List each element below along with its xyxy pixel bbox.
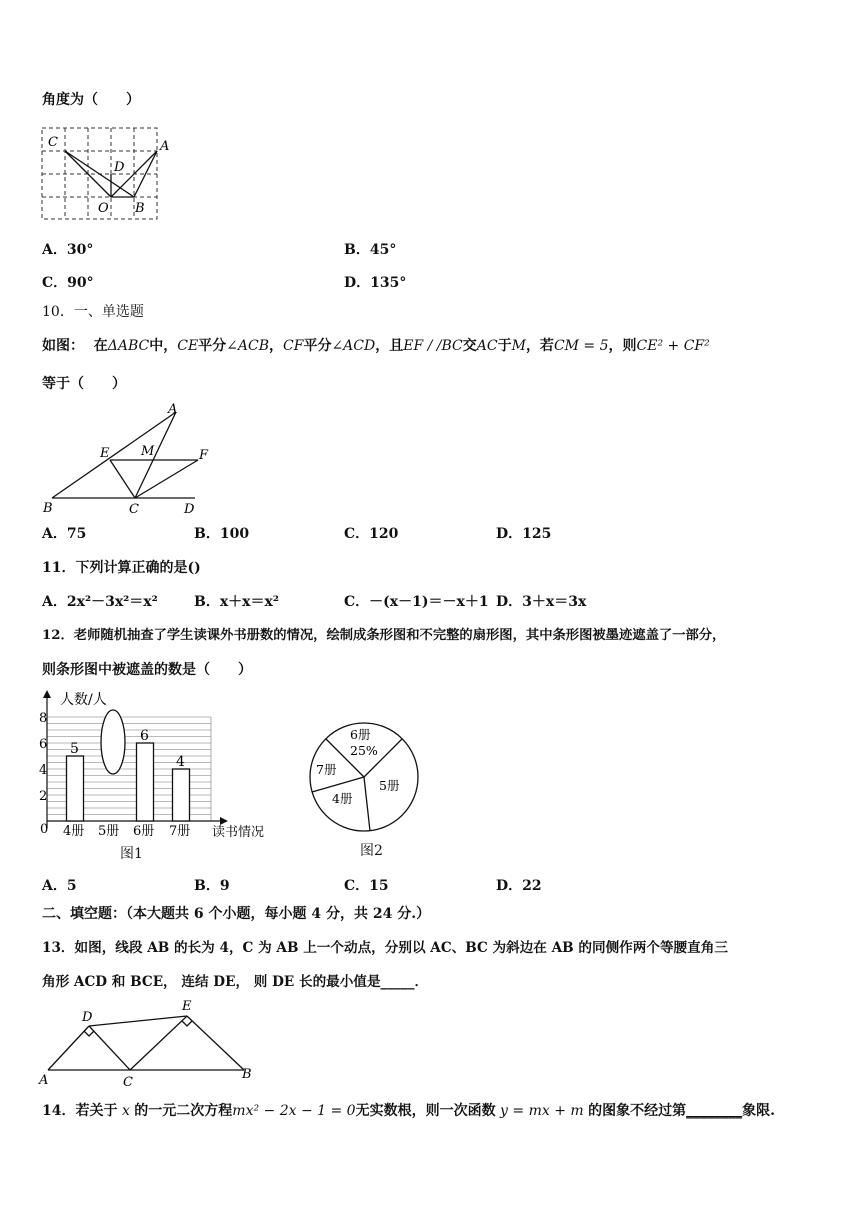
q13-label-d: D: [82, 1010, 93, 1025]
bar: [137, 743, 154, 821]
q14-stem: 14．若关于 x 的一元二次方程mx² − 2x − 1 = 0无实数根，则一次函数 y = mx + m 的图象不经过第________象限.: [42, 1103, 775, 1119]
q11-stem: 11．下列计算正确的是(): [42, 560, 201, 576]
q12-option-a: A．5: [42, 878, 77, 894]
q9-option-c: C．90°: [42, 275, 94, 291]
fig1-caption: 图1: [120, 846, 143, 862]
bar-chart-xlabel: 读书情况: [212, 825, 265, 838]
q11-option-c: C．－(x－1)＝－x＋1: [344, 594, 489, 610]
bar-chart-ylabel: 人数/人: [60, 692, 107, 708]
q13-line1: 13．如图，线段 AB 的长为 4，C 为 AB 上一个动点，分别以 AC、BC 为斜边在 AB 的同侧作两个等腰直角三: [42, 940, 728, 956]
q12-stem-line1: 12．老师随机抽查了学生读课外书册数的情况，绘制成条形图和不完整的扇形图，其中条形图被墨迹遮盖了一部分，: [42, 628, 726, 643]
q13-line2: 角形 ACD 和 BCE， 连结 DE， 则 DE 长的最小值是_____．: [42, 974, 429, 990]
q12-bar-chart: [30, 688, 290, 838]
y-tick-label: 4: [39, 763, 48, 778]
q9-label-d: D: [114, 160, 125, 175]
q9-option-d: D．135°: [344, 275, 407, 291]
q10-triangle-figure: [40, 400, 230, 520]
y-tick-label: 8: [39, 711, 48, 726]
q10-label-d: D: [184, 502, 195, 517]
pie-label-6: 6册: [350, 727, 371, 742]
section2-title: 二、填空题：（本大题共 6 个小题，每小题 4 分，共 24 分.）: [42, 906, 431, 922]
q10-label-e: E: [100, 446, 110, 461]
x-category-label: 5册: [98, 824, 120, 838]
pie-label-5: 5册: [379, 778, 400, 793]
y-tick-label: 0: [40, 822, 49, 837]
q12-option-b: B．9: [194, 878, 230, 894]
bar-value-label: 4: [176, 754, 185, 770]
q13-label-c: C: [123, 1075, 133, 1090]
q10-option-c: C．120: [344, 526, 399, 542]
q10-stem: 如图： 在ΔABC中，CE平分∠ACB，CF平分∠ACD，且EF / /BC交AC于M，若CM = 5，则CE² + CF²: [42, 338, 710, 354]
x-category-label: 4册: [63, 824, 85, 838]
q10-label-b: B: [43, 501, 53, 516]
fig2-caption: 图2: [360, 843, 383, 859]
q13-figure: [36, 998, 266, 1090]
q11-option-a: A．2x²－3x²＝x²: [42, 594, 158, 610]
q9-option-b: B．45°: [344, 242, 397, 258]
y-tick-label: 6: [39, 737, 48, 752]
q12-option-d: D．22: [496, 878, 542, 894]
pie-label-7: 7册: [316, 762, 337, 777]
q11-option-b: B．x＋x＝x²: [194, 594, 280, 610]
q10-label-a: A: [168, 402, 178, 417]
x-category-label: 6册: [133, 824, 155, 838]
q10-option-b: B．100: [194, 526, 250, 542]
pie-percent-6: 25%: [350, 743, 378, 758]
q9-grid-figure: [36, 120, 186, 224]
ink-blot-cover: [101, 710, 125, 774]
q10-option-a: A．75: [42, 526, 87, 542]
q13-label-b: B: [242, 1067, 252, 1082]
pie-label-4: 4册: [332, 791, 353, 806]
q9-label-o: O: [98, 201, 109, 216]
q10-header: 10．一、单选题: [42, 304, 144, 320]
bar-value-label: 5: [70, 741, 79, 757]
q10-label-c: C: [129, 502, 139, 517]
bar: [67, 756, 84, 821]
y-tick-label: 2: [39, 789, 48, 804]
q10-stem-end: 等于（ ）: [42, 376, 126, 392]
q12-stem-line2: 则条形图中被遮盖的数是（ ）: [42, 662, 252, 678]
x-category-label: 7册: [169, 824, 191, 838]
q10-label-f: F: [199, 448, 209, 463]
q11-option-d: D．3＋x＝3x: [496, 594, 587, 610]
q9-label-a: A: [160, 139, 170, 154]
q12-pie-chart: [300, 715, 430, 840]
bar: [173, 769, 190, 821]
q14-answer-blank: ________: [686, 1103, 743, 1119]
q13-label-e: E: [182, 999, 192, 1014]
q10-option-d: D．125: [496, 526, 552, 542]
q12-option-c: C．15: [344, 878, 389, 894]
q9-option-a: A．30°: [42, 242, 94, 258]
q9-label-b: B: [135, 201, 145, 216]
q9-stem-tail: 角度为（ ）: [42, 92, 140, 108]
q10-label-m: M: [141, 444, 155, 459]
q13-label-a: A: [39, 1073, 49, 1088]
bar-value-label: 6: [140, 728, 149, 744]
q9-label-c: C: [48, 135, 58, 150]
